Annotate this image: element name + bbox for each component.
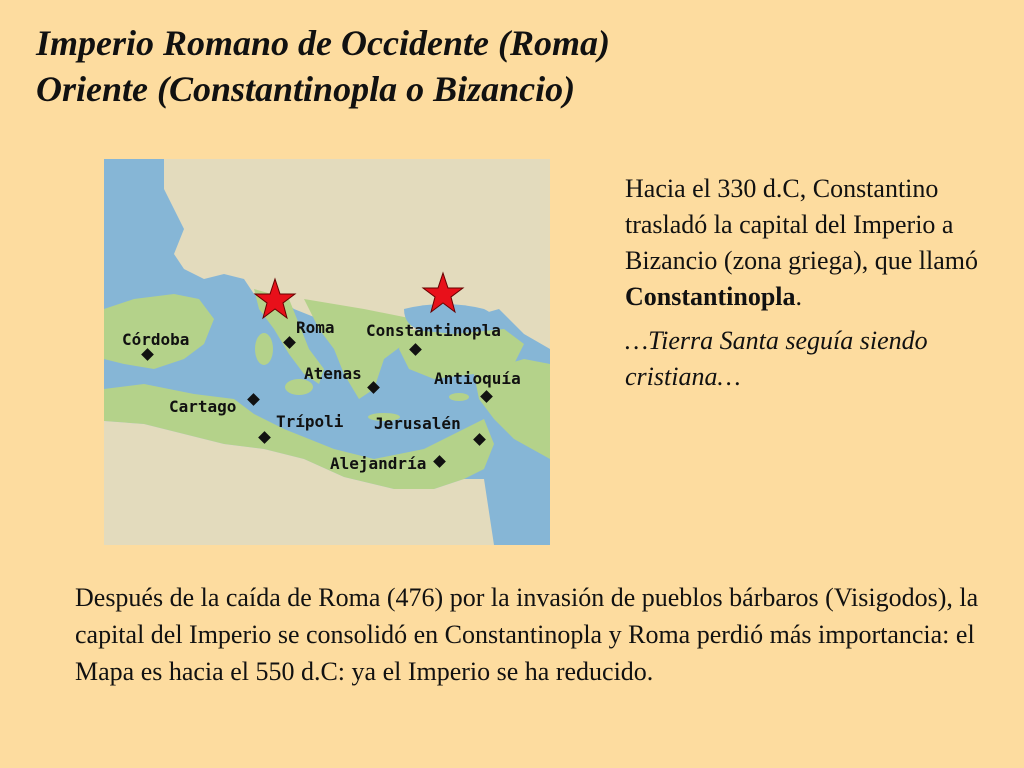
sardinia-island: [255, 333, 273, 365]
title-line-2: Oriente (Constantinopla o Bizancio): [36, 69, 576, 109]
side-paragraph-2: …Tierra Santa seguía siendo cristiana…: [625, 326, 928, 391]
side-paragraph-1: [625, 171, 1005, 315]
city-label-cartago: Cartago: [169, 397, 237, 416]
side-paragraph-1-text: Hacia el 330 d.C, Constantino trasladó la capital del Imperio a Bizancio (zona griega), que llamó: [625, 174, 979, 275]
side-paragraphs: [625, 171, 1005, 395]
title-line-1: Imperio Romano de Occidente (Roma): [36, 23, 610, 63]
city-label-tripoli: Trípoli: [276, 412, 344, 431]
slide-title: [36, 20, 610, 112]
empire-map: [104, 159, 550, 545]
city-label-antioquia: Antioquía: [434, 369, 521, 388]
city-label-roma: Roma: [296, 318, 335, 337]
city-label-jerusalen: Jerusalén: [374, 414, 461, 433]
bottom-paragraph: Después de la caída de Roma (476) por la invasión de pueblos bárbaros (Visigodos), la capital del Imperio se consolidó en Constantinopla y Roma perdió más importancia: el Mapa es hacia el 550 d.C: ya el Imperio se ha reducido.: [75, 583, 979, 686]
cyprus-island: [449, 393, 469, 401]
city-label-alejandria: Alejandría: [330, 454, 427, 473]
side-paragraph-1-end: .: [795, 282, 802, 311]
city-label-atenas: Atenas: [304, 364, 362, 383]
city-label-cordoba: Córdoba: [122, 330, 190, 349]
constantinopla-bold: Constantinopla: [625, 282, 796, 311]
city-label-constantinopla: Constantinopla: [366, 321, 501, 340]
